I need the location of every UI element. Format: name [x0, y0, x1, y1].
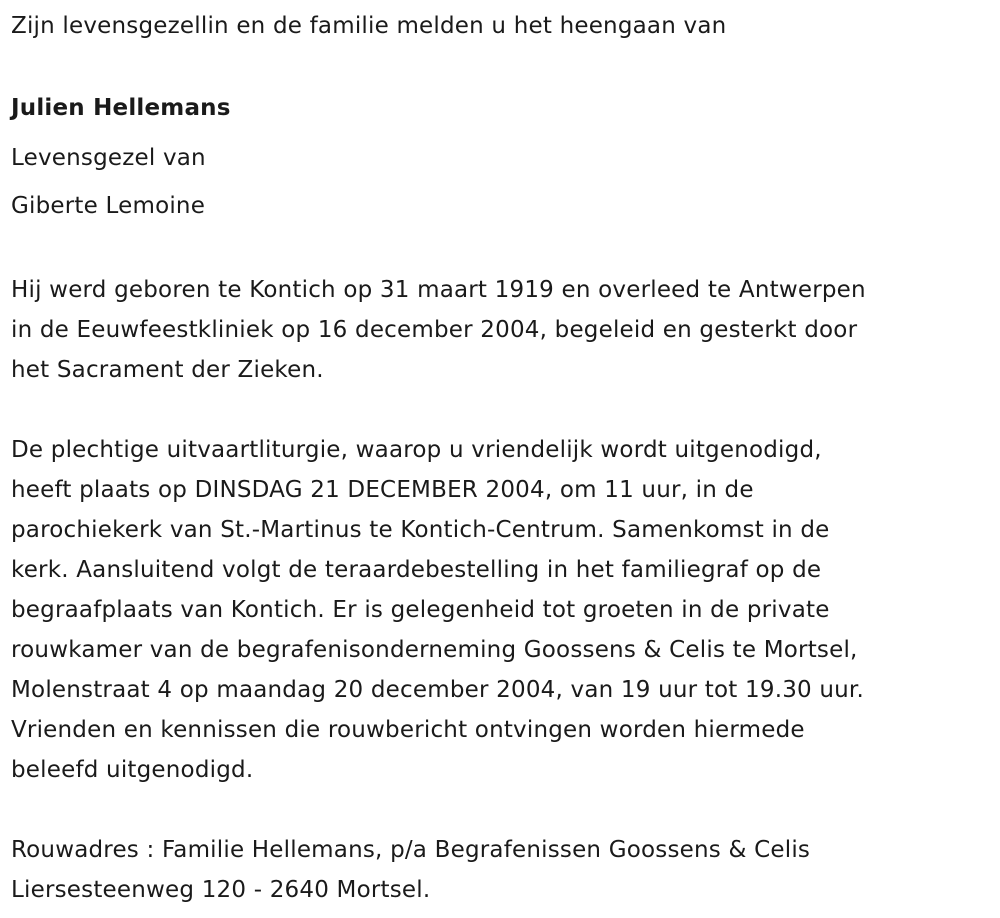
- ceremony-paragraph: [11, 430, 996, 790]
- paragraph-line: begraafplaats van Kontich. Er is gelegenheid tot groeten in de private: [11, 597, 830, 623]
- paragraph-line: rouwkamer van de begrafenisonderneming Goossens & Celis te Mortsel,: [11, 637, 858, 663]
- paragraph-line: heeft plaats op DINSDAG 21 DECEMBER 2004, om 11 uur, in de: [11, 477, 754, 503]
- deceased-name: Julien Hellemans: [11, 95, 231, 121]
- address-paragraph: [11, 830, 996, 910]
- paragraph-line: De plechtige uitvaartliturgie, waarop u vriendelijk wordt uitgenodigd,: [11, 437, 822, 463]
- paragraph-line: Hij werd geboren te Kontich op 31 maart 1919 en overleed te Antwerpen: [11, 277, 866, 303]
- paragraph-line: het Sacrament der Zieken.: [11, 357, 324, 383]
- spacer: [11, 46, 996, 82]
- spacer: [11, 390, 996, 430]
- paragraph-line: Molenstraat 4 op maandag 20 december 2004, van 19 uur tot 19.30 uur.: [11, 677, 864, 703]
- relation-label: Levensgezel van: [11, 145, 206, 171]
- death-notice: [11, 0, 996, 910]
- paragraph-line: Vrienden en kennissen die rouwbericht ontvingen worden hiermede: [11, 717, 805, 743]
- paragraph-line: in de Eeuwfeestkliniek op 16 december 2004, begeleid en gesterkt door: [11, 317, 858, 343]
- birth-death-paragraph: [11, 270, 996, 390]
- paragraph-line: beleefd uitgenodigd.: [11, 757, 254, 783]
- intro-text: Zijn levensgezellin en de familie melden u het heengaan van: [11, 13, 727, 39]
- paragraph-line: kerk. Aansluitend volgt de teraardebestelling in het familiegraf op de: [11, 557, 822, 583]
- paragraph-line: Liersesteenweg 120 - 2640 Mortsel.: [11, 877, 431, 903]
- spacer: [11, 790, 996, 830]
- paragraph-line: Rouwadres : Familie Hellemans, p/a Begrafenissen Goossens & Celis: [11, 837, 811, 863]
- partner-name: Giberte Lemoine: [11, 193, 206, 219]
- spacer: [11, 230, 996, 270]
- paragraph-line: parochiekerk van St.-Martinus te Kontich-Centrum. Samenkomst in de: [11, 517, 830, 543]
